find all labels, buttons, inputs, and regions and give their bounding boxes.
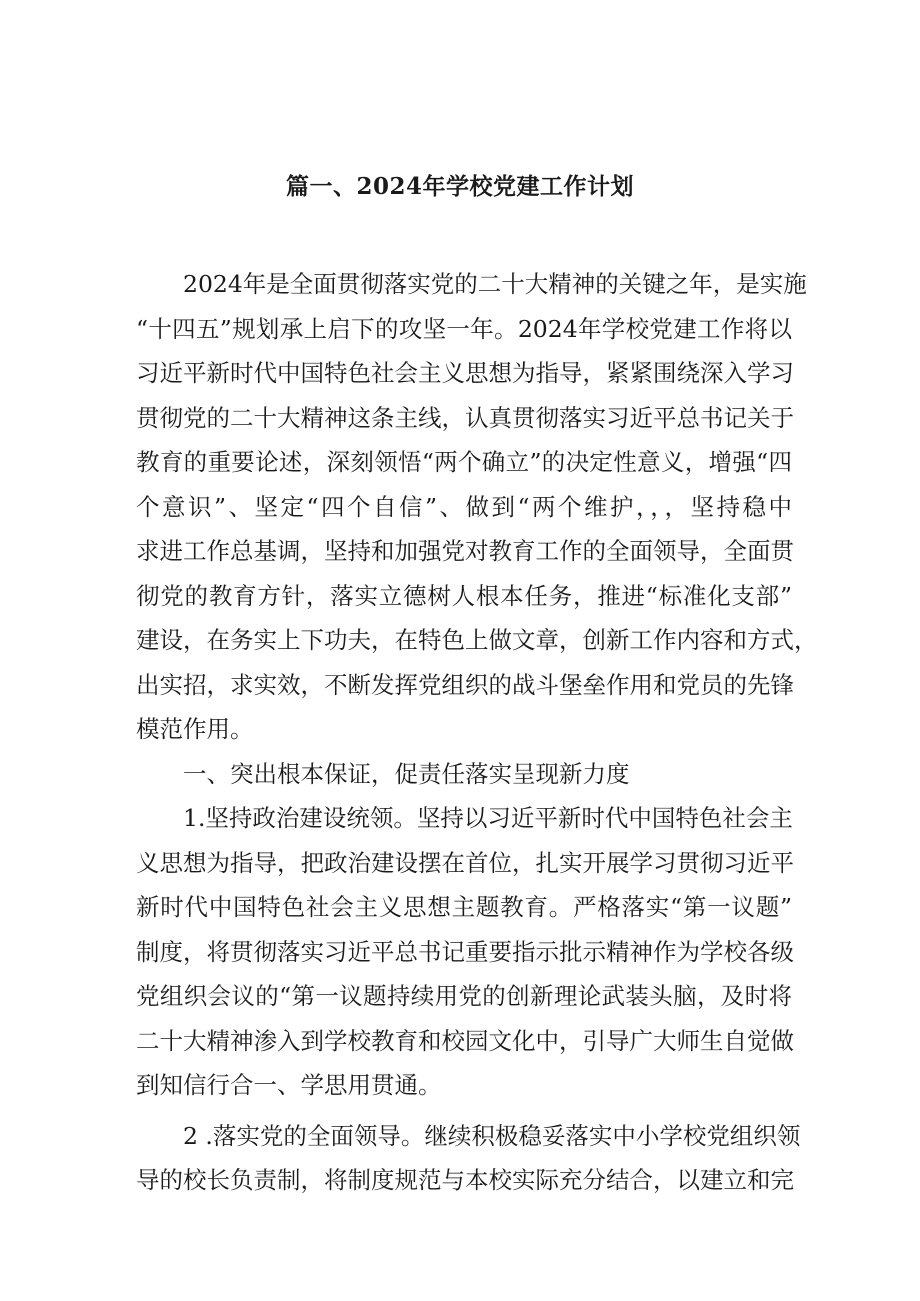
paragraph-item-2 [136, 1114, 801, 1203]
document-body [136, 262, 818, 1203]
text-line: 建设，在务实上下功夫，在特色上做文章，创新工作内容和方式， [136, 626, 818, 654]
text-line: 制度，将贯彻落实习近平总书记重要指示批示精神作为学校各级 [136, 937, 794, 966]
text-line: 模范作用。 [136, 715, 254, 743]
section-heading [136, 752, 792, 797]
document-title: 篇一、2024年学校党建工作计划 [285, 173, 634, 200]
text-line: “十四五”规划承上启下的攻坚一年。2024年学校党建工作将以 [136, 314, 792, 343]
text-line: 习近平新时代中国特色社会主义思想为指导，紧紧围绕深入学习 [136, 359, 794, 387]
text-line: 党组织会议的“第一议题持续用党的创新理论武装头脑，及时将 [136, 982, 792, 1010]
paragraph-intro [136, 262, 818, 752]
text-line: 新时代中国特色社会主义思想主题教育。严格落实“第一议题” [136, 893, 792, 921]
text-line: 1.坚持政治建设统领。坚持以习近平新时代中国特色社会主 [136, 804, 793, 832]
text-line: 一、突出根本保证，促责任落实呈现新力度 [136, 759, 630, 788]
text-line: 2 .落实党的全面领导。继续积极稳妥落实中小学校党组织领 [136, 1121, 801, 1150]
text-line: 到知信行合一、学思用贯通。 [136, 1071, 442, 1099]
text-line: 求进工作总基调，坚持和加强党对教育工作的全面领导，全面贯 [136, 537, 794, 565]
paragraph-item-1 [136, 796, 792, 1108]
text-line: 教育的重要论述，深刻领悟“两个确立”的决定性意义，增强“四 [136, 448, 792, 476]
text-line: 彻党的教育方针，落实立德树人根本任务，推进“标准化支部” [136, 581, 792, 610]
text-line: 出实招，求实效，不断发挥党组织的战斗堡垒作用和党员的先锋 [136, 670, 794, 699]
text-line: 二十大精神渗入到学校教育和校园文化中，引导广大师生自觉做 [136, 1026, 794, 1055]
text-line: 义思想为指导，把政治建设摆在首位，扎实开展学习贯彻习近平 [136, 848, 794, 877]
text-line: 导的校长负责制，将制度规范与本校实际充分结合，以建立和完 [136, 1166, 794, 1194]
text-line: 贯彻党的二十大精神这条主线，认真贯彻落实习近平总书记关于 [136, 403, 794, 432]
text-line: 个意识”、坚定“四个自信”、做到“两个维护，，，坚持稳中 [136, 492, 792, 521]
text-line: 2024年是全面贯彻落实党的二十大精神的关键之年，是实施 [136, 270, 807, 298]
